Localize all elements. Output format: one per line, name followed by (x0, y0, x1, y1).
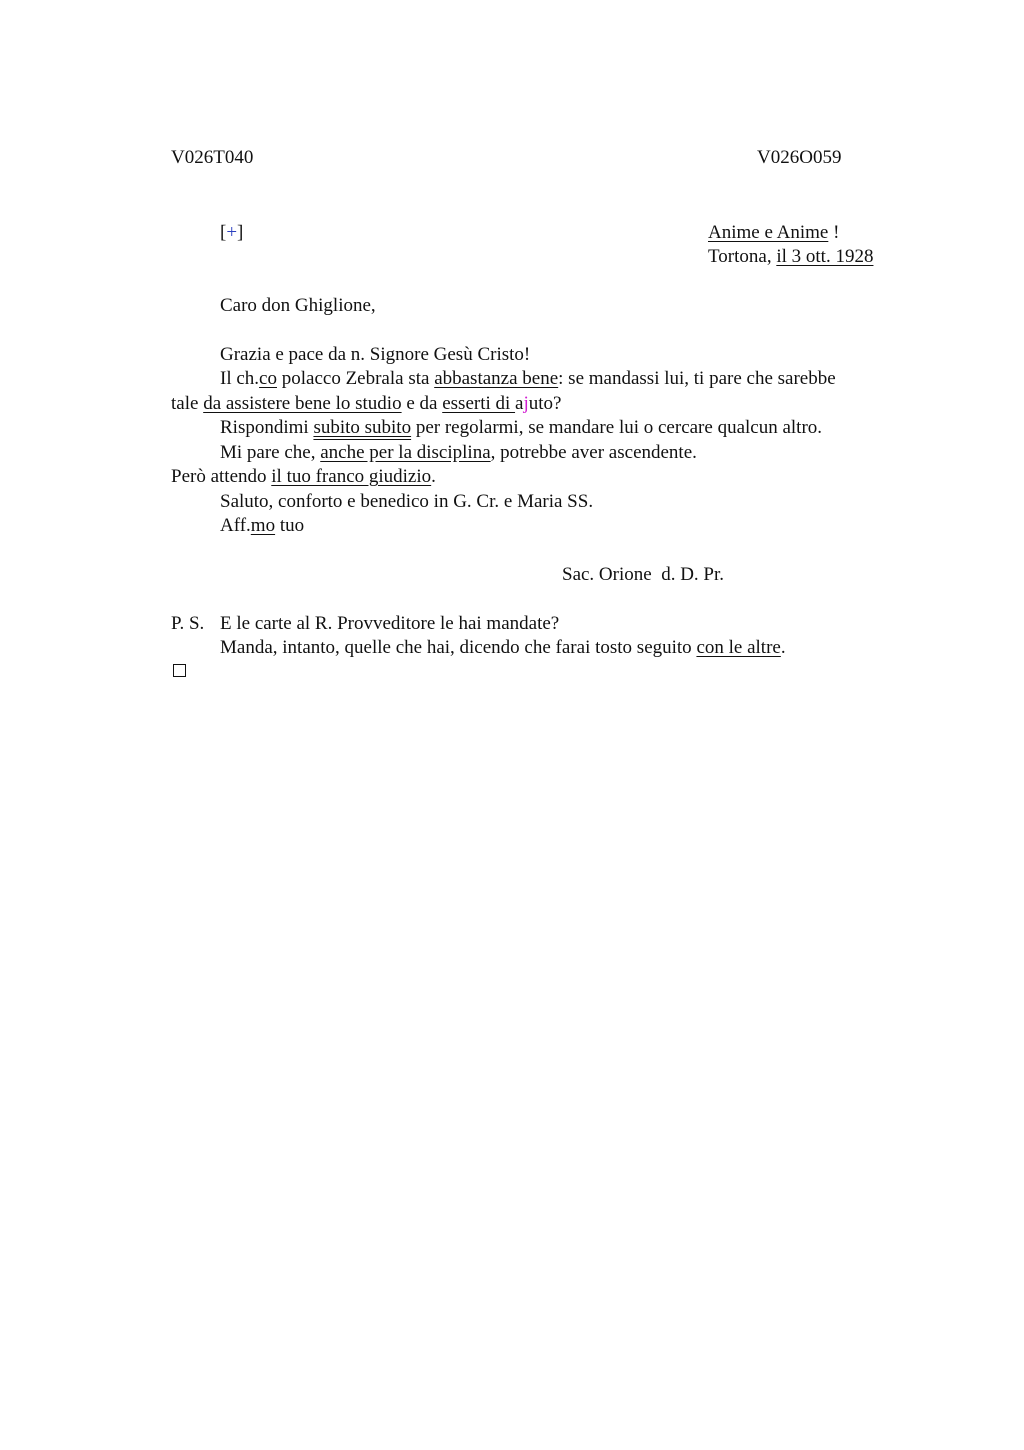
motto-mark: ! (828, 222, 840, 243)
text-run: a (515, 393, 524, 414)
text-run: uto? (528, 393, 562, 414)
double-underlined-phrase: subito subito (313, 417, 412, 438)
body-line-4 (220, 416, 822, 440)
text-run: . (780, 637, 786, 658)
text-run: Però attendo (171, 466, 272, 487)
salutation: Caro don Ghiglione, (220, 295, 376, 316)
date: il 3 ott. 1928 (776, 246, 874, 267)
text-run: Manda, intanto, quelle che hai, dicendo che farai tosto seguito (220, 637, 697, 658)
cross-mark (220, 221, 243, 245)
underlined-phrase: da assistere bene lo studio (203, 393, 402, 414)
underlined-abbrev: co (259, 368, 277, 389)
right-archive-code: V026O059 (757, 147, 842, 168)
left-archive-code: V026T040 (171, 147, 254, 168)
text-run: Aff. (220, 515, 251, 536)
underlined-phrase: anche per la disciplina (320, 442, 491, 463)
text-run: Rispondimi (220, 417, 314, 438)
highlighted-letter: j (523, 393, 529, 414)
signature: Sac. Orione d. D. Pr. (562, 564, 725, 585)
ps-line-1: E le carte al R. Provveditore le hai mandate? (220, 613, 560, 634)
body-line-3 (171, 392, 561, 416)
underlined-phrase: esserti di (442, 393, 516, 414)
body-line-2 (220, 367, 836, 391)
underlined-phrase: abbastanza bene (434, 368, 559, 389)
underlined-phrase: il tuo franco giudizio (271, 466, 432, 487)
motto-line (708, 221, 839, 245)
underlined-abbrev: mo (250, 515, 276, 536)
place-date-line (708, 245, 873, 269)
motto: Anime e Anime (708, 222, 829, 243)
text-run: tale (171, 393, 204, 414)
text-run: per regolarmi, se mandare lui o cercare qualcun altro. (411, 417, 823, 438)
text-run: Mi pare che, (220, 442, 321, 463)
text-run: . (431, 466, 436, 487)
text-run: : se mandassi lui, ti pare che sarebbe (558, 368, 836, 389)
end-box-icon (173, 664, 186, 677)
cross-icon: + (226, 222, 238, 243)
cross-bracket-close: ] (237, 222, 244, 243)
text-run: tuo (275, 515, 305, 536)
ps-label: P. S. (171, 613, 205, 634)
closing-line (220, 514, 304, 538)
text-run: Il ch. (220, 368, 260, 389)
cross-bracket-open: [ (220, 222, 227, 243)
place: Tortona, (708, 246, 777, 267)
underlined-phrase: con le altre (696, 637, 781, 658)
text-run: , potrebbe aver ascendente. (490, 442, 697, 463)
body-line-5 (220, 441, 697, 465)
greeting-line: Grazia e pace da n. Signore Gesù Cristo! (220, 344, 531, 365)
body-line-7: Saluto, conforto e benedico in G. Cr. e Maria SS. (220, 491, 594, 512)
ps-line-2 (220, 636, 786, 660)
body-line-6 (171, 465, 436, 489)
text-run: e da (401, 393, 443, 414)
text-run: polacco Zebrala sta (276, 368, 435, 389)
